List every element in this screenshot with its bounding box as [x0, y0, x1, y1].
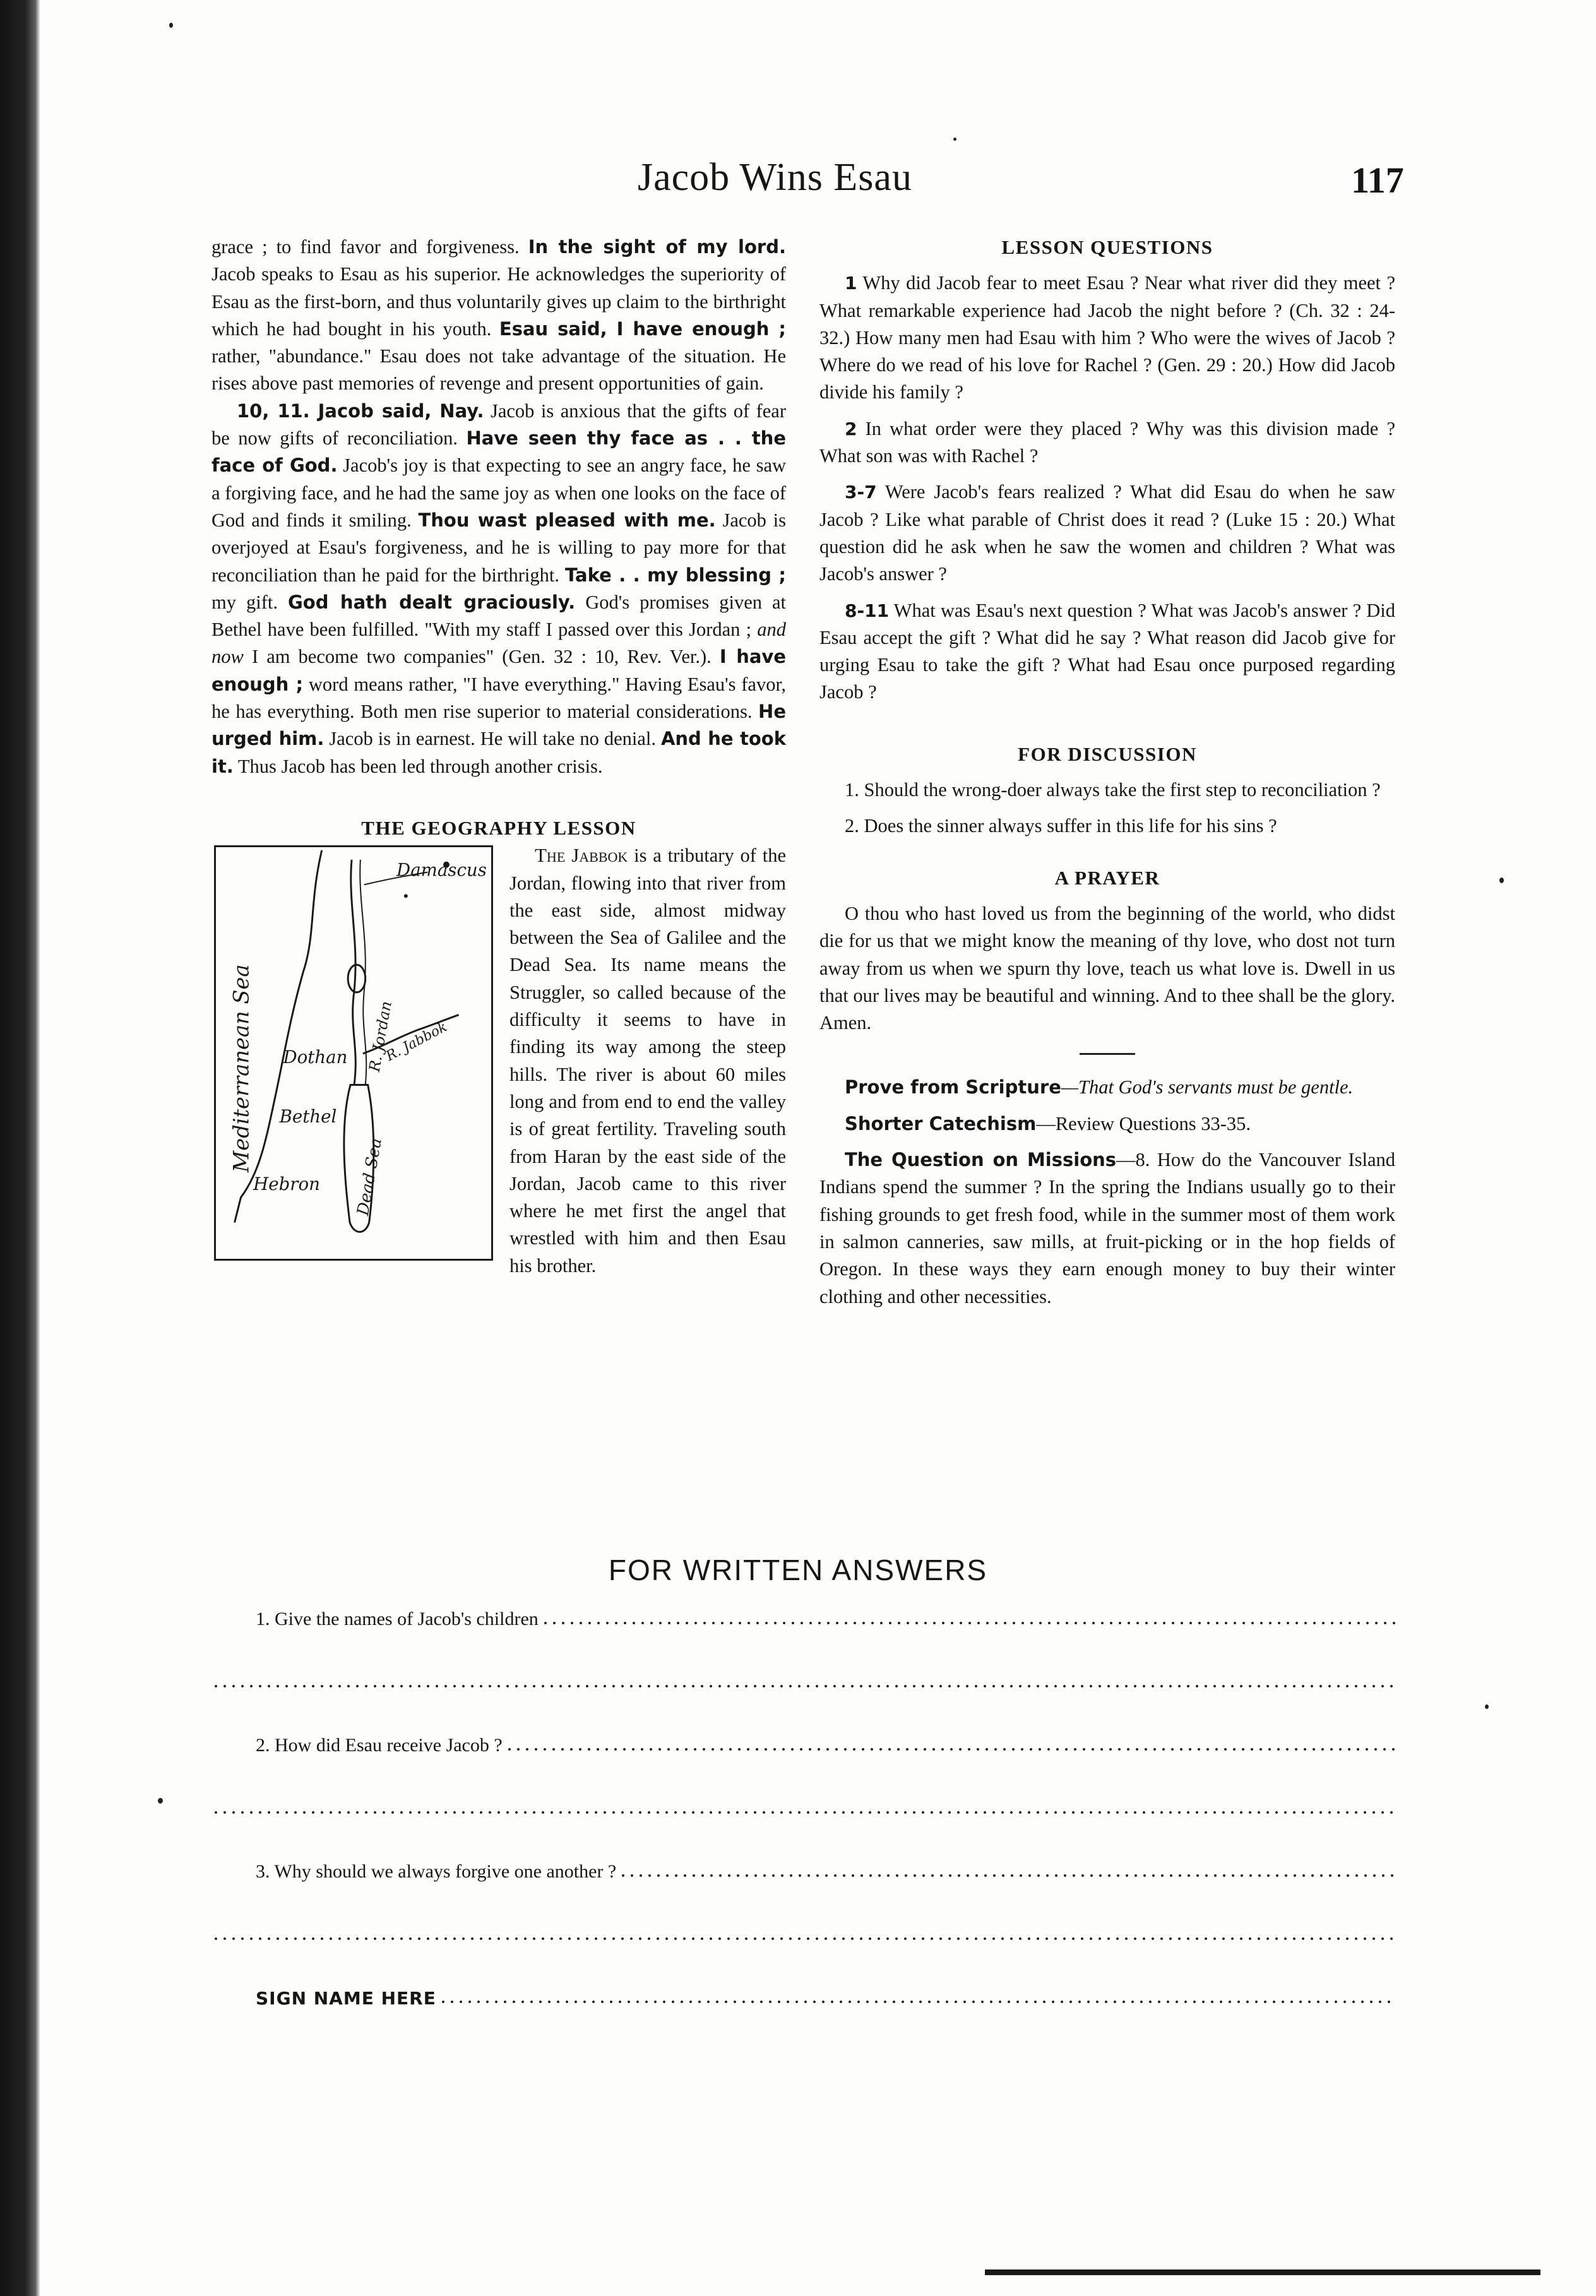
- geography-heading: THE GEOGRAPHY LESSON: [361, 816, 636, 839]
- text-run: Thus Jacob has been led through another crisis.: [233, 755, 603, 777]
- scripture-phrase: I have enough ;: [211, 646, 786, 695]
- question-text: Were Jacob's fears realized ? What did Esau do when he saw Jacob ? Like what parable of Christ does it read ? (Luke 15 : 20.) What question did he ask when he saw the women and children ? What was Jacob's answer ?: [819, 481, 1395, 585]
- sign-name-label: SIGN NAME HERE: [256, 1988, 436, 2009]
- answer-line-2-continued[interactable]: [211, 1794, 1395, 1819]
- written-answers-heading: FOR WRITTEN ANSWERS: [608, 1554, 988, 1586]
- print-speck: [169, 23, 173, 28]
- jordan-river: [351, 860, 355, 1085]
- scripture-phrase: God hath dealt graciously.: [287, 591, 576, 613]
- text-run: rather, "abundance." Esau does not take advantage of the situation. He rises above past memories of revenge and present opportunities of gain.: [211, 345, 786, 395]
- lesson-questions-heading: LESSON QUESTIONS: [1001, 236, 1213, 258]
- question-item: [819, 479, 1395, 588]
- map-label-jordan: R. Jordan: [365, 999, 395, 1073]
- print-speck: [1485, 1704, 1489, 1709]
- book-spine-shadow: [0, 0, 40, 2296]
- prayer-text: O thou who hast loved us from the beginning of the world, who didst die for us that we might know the meaning of thy love, who dost not turn away from us when we spurn thy love, teach us what love is. Dwell in us that our lives may be beautiful and winning. And to thee shall be the glory. Amen.: [819, 902, 1395, 1034]
- text-run: God's promises given at Bethel have been fulfilled. "With my staff I passed over this Jordan ;: [211, 591, 786, 641]
- question-1-label: 1. Give the names of Jacob's children: [256, 1609, 539, 1629]
- map-label-jabbok: R. Jabbok: [383, 1019, 450, 1065]
- question-number: 2: [845, 418, 857, 439]
- question-number: 1: [845, 273, 857, 294]
- question-number: 3-7: [845, 482, 877, 503]
- bottom-edge-rule: [985, 2269, 1540, 2275]
- question-text: In what order were they placed ? Why was this division made ? What son was with Rachel ?: [819, 417, 1395, 467]
- dotted-leader: [211, 1811, 1395, 1814]
- text-run: Jacob is anxious that the gifts of fear be now gifts of reconciliation.: [211, 400, 786, 449]
- catechism-label: Shorter Catechism: [845, 1112, 1037, 1134]
- text-run: word means rather, "I have everything." Having Esau's favor, he has everything. Both men rise superior to material considerations.: [211, 673, 786, 723]
- geography-section: [211, 842, 786, 1280]
- italic-run: and now: [211, 619, 786, 668]
- prove-text: —That God's servants must be gentle.: [1061, 1076, 1354, 1098]
- text-run: Jacob is in earnest. He will take no denial.: [324, 728, 661, 750]
- discussion-heading: FOR DISCUSSION: [1018, 742, 1197, 765]
- map-drawing: [216, 847, 491, 1259]
- text-run: Jacob's joy is that expecting to see an angry face, he saw a forgiving face, and he had the same joy as when one looks on the face of God and finds it smiling.: [211, 455, 787, 531]
- right-column: [819, 234, 1395, 1311]
- answer-line-1-continued[interactable]: [211, 1668, 1395, 1693]
- missions-label: The Question on Missions: [845, 1149, 1117, 1171]
- print-speck: [953, 138, 956, 141]
- question-number: 8-11: [845, 600, 890, 621]
- question-item: [819, 597, 1395, 706]
- map-label-bethel: Bethel: [279, 1106, 337, 1127]
- map-dot: [404, 895, 408, 898]
- commentary-paragraph: [211, 234, 786, 398]
- prayer-heading: A PRAYER: [1054, 866, 1160, 889]
- text-run: my gift.: [211, 591, 288, 613]
- dotted-leader: [505, 1747, 1395, 1751]
- geography-body: is a tributary of the Jordan, flowing into that river from the east side, almost midway between the Sea of Galilee and the Dead Sea. Its name means the Struggler, so called because of the difficulty it seems to have in finding its way among the steep hills. The river is about 60 miles long and from end to end the valley is of great fertility. Traveling south from Haran by the east side of the Jordan, Jacob came to this river where he met first the angel that wrestled with him and then Esau his brother.: [509, 845, 786, 1276]
- answer-line-1[interactable]: [211, 1605, 1395, 1630]
- scripture-phrase: In the sight of my lord.: [528, 236, 786, 258]
- missions-text: —8. How do the Vancouver Island Indians spend the summer ? In the spring the Indians usually go to their fishing grounds to get fresh food, while in the summer most of them work in salmon canneries, saw mills, at fruit-picking or in the hop fields of Oregon. In these ways they earn enough money to buy their winter clothing and other necessities.: [819, 1149, 1395, 1307]
- text-run: Jacob speaks to Esau as his superior. He acknowledges the superiority of Esau as the first-born, and thus voluntarily gives up claim to the birthright which he had bought in his youth.: [211, 263, 786, 340]
- question-text: What was Esau's next question ? What was Jacob's answer ? Did Esau accept the gift ? What did he say ? What reason did Jacob give for urging Esau to take the gift ? What had Esau once purposed regarding Jacob ?: [819, 599, 1395, 703]
- answer-line-2[interactable]: [211, 1731, 1395, 1756]
- catechism-text: —Review Questions 33-35.: [1036, 1112, 1251, 1134]
- commentary-paragraph: [211, 398, 786, 780]
- question-text: Why did Jacob fear to meet Esau ? Near what river did they meet ? What remarkable experience had Jacob the night before ? (Ch. 32 : 24-32.) How many men had Esau with him ? Who were the wives of Jacob ? Where do we read of his love for Rachel ? (Gen. 29 : 20.) How did Jacob divide his family ?: [819, 272, 1395, 403]
- discussion-item: 1. Should the wrong-doer always take the first step to reconciliation ?: [845, 779, 1381, 801]
- dotted-leader: [619, 1874, 1395, 1877]
- verse-reference: 10, 11. Jacob said, Nay.: [237, 400, 484, 422]
- dotted-leader: [211, 1937, 1395, 1941]
- prove-from-scripture: [819, 1074, 1395, 1101]
- scripture-phrase: Thou wast pleased with me.: [418, 509, 716, 531]
- map-label-dead-sea: Dead Sea: [354, 1136, 386, 1218]
- text-run: grace ; to find favor and forgiveness.: [211, 236, 528, 258]
- question-item: [819, 415, 1395, 470]
- scripture-phrase: Take . . my blessing ;: [564, 564, 786, 586]
- answer-line-3[interactable]: [211, 1857, 1395, 1883]
- question-item: [819, 270, 1395, 406]
- map-label-dothan: Dothan: [283, 1047, 348, 1068]
- map-label-damascus: Damascus: [396, 859, 487, 881]
- left-column: [211, 234, 786, 1280]
- missions-question: [819, 1146, 1395, 1311]
- dotted-leader: [439, 2000, 1395, 2004]
- dotted-leader: [541, 1621, 1395, 1625]
- page-number: 117: [1351, 160, 1404, 201]
- geography-lead: The Jabbok: [535, 844, 628, 867]
- page-header: [0, 155, 1596, 218]
- sign-name-line[interactable]: [211, 1984, 1395, 2009]
- text-run: I am become two companies" (Gen. 32 : 10, Rev. Ver.).: [243, 646, 720, 668]
- geography-map: [214, 845, 493, 1261]
- scripture-phrase: Have seen thy face as . . the face of God.: [211, 427, 786, 477]
- page-title: Jacob Wins Esau: [638, 156, 912, 199]
- map-label-sea: Mediterranean Sea: [229, 964, 254, 1173]
- prove-label: Prove from Scripture: [845, 1076, 1061, 1098]
- dotted-leader: [211, 1684, 1395, 1688]
- print-speck: [158, 1798, 163, 1804]
- discussion-item: 2. Does the sinner always suffer in this life for his sins ?: [845, 815, 1277, 837]
- sea-of-galilee: [348, 965, 366, 993]
- shorter-catechism: [819, 1110, 1395, 1138]
- map-label-hebron: Hebron: [253, 1174, 320, 1195]
- scripture-phrase: And he took it.: [211, 728, 786, 777]
- question-3-label: 3. Why should we always forgive one another ?: [256, 1861, 617, 1882]
- section-divider: [1080, 1053, 1135, 1055]
- print-speck: [1499, 877, 1504, 883]
- question-2-label: 2. How did Esau receive Jacob ?: [256, 1735, 503, 1756]
- text-run: Jacob is overjoyed at Esau's forgiveness, and he is willing to pay more for that reconciliation than he paid for the birthright.: [211, 509, 787, 586]
- answer-line-3-continued[interactable]: [211, 1920, 1395, 1946]
- scripture-phrase: He urged him.: [211, 701, 786, 750]
- scripture-phrase: Esau said, I have enough ;: [499, 318, 786, 340]
